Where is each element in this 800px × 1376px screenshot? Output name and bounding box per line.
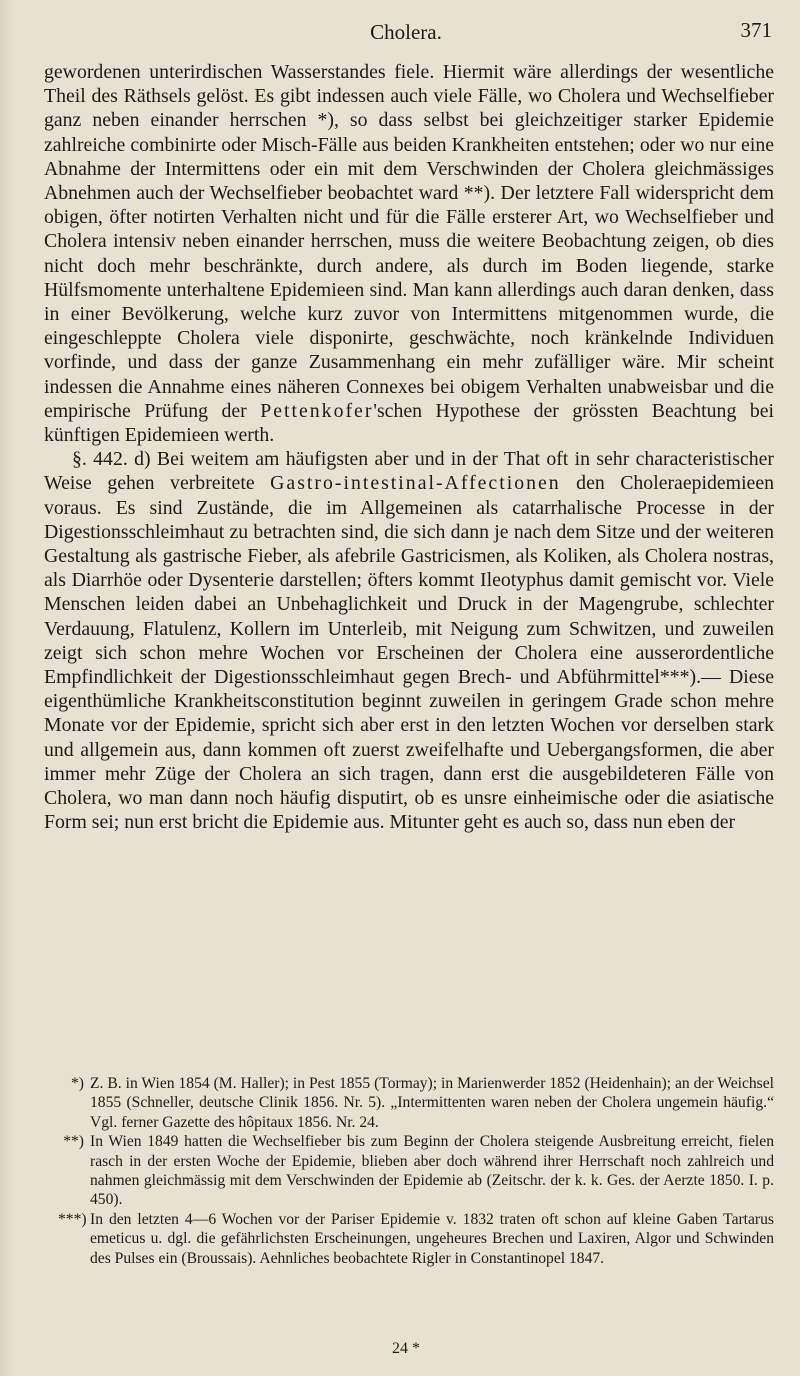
running-title: Cholera. [370, 20, 442, 44]
footnote-text: In Wien 1849 hatten die Wechselfieber bis zum Beginn der Cholera steigende Ausbreitung erreicht, fielen rasch in der ersten Woche der Epidemie, blieben aber doch während ihrer Herrschaft noch zahlreich und nahmen gleichmässig mit dem Verschwinden der Epidemie ab (Zeitschr. der k. k. Ges. der Aerzte 1850. I. p. 450). [90, 1133, 774, 1209]
paragraph-1 [44, 60, 774, 447]
footnote-mark: ***) [58, 1210, 87, 1228]
page-number: 371 [740, 18, 772, 42]
footnote-mark: *) [71, 1075, 84, 1092]
main-text [44, 60, 774, 835]
footnote-2 [58, 1132, 774, 1210]
footnote-text: Z. B. in Wien 1854 (M. Haller); in Pest 1855 (Tormay); in Marienwerder 1852 (Heidenhain); an der Weichsel 1855 (Schneller, deutsche Clinik 1856. Nr. 5). „Intermittenten waren neben der Cholera ungemein häufig.“ Vgl. ferner Gazette des hôpitaux 1856. Nr. 24. [90, 1075, 774, 1131]
paragraph-1-text: gewordenen unterirdischen Wasserstandes fiele. Hiermit wäre allerdings der wesentliche Theil des Räthsels gelöst. Es gibt indessen auch viele Fälle, wo Cholera und Wechselfieber ganz neben einander herrschen *), so dass selbst bei gleichzeitiger starker Epidemie zahlreiche combinirte oder Misch-Fälle aus beiden Krankheiten entstehen; oder wo nur eine Abnahme der Intermittens oder ein mit dem Verschwinden der Cholera gleichmässiges Abnehmen auch der Wechselfieber beobachtet ward **). Der letztere Fall widerspricht dem obigen, öfter notirten Verhalten nicht und für die Fälle ersterer Art, wo Wechselfieber und Cholera intensiv neben einander herrschen, muss die weitere Beobachtung zeigen, ob dies nicht doch mehr beschränkte, durch andere, als durch im Boden liegende, starke Hülfsmomente unterhaltene Epidemieen sind. Man kann allerdings auch daran denken, dass in einer Bevölkerung, welche kurz zuvor von Intermittens mitgenommen wurde, die eingeschleppte Cholera viele disponirte, geschwächte, noch kränkelnde Individuen vorfinde, und dass der ganze Zusammenhang ein mehr zufälliger wäre. Mir scheint indessen die Annahme eines näheren Connexes bei obigem Verhalten unabweisbar und die empirische Prüfung der [44, 61, 774, 422]
paragraph-1-end: 'schen Hypothese der grössten Beachtung bei künftigen Epidemieen werth. [44, 399, 774, 447]
paragraph-2 [44, 447, 774, 834]
footnote-mark: **) [63, 1133, 84, 1151]
term-gastro-intestinal: Gastro-intestinal-Affectionen [270, 472, 561, 495]
footnotes [58, 1074, 774, 1268]
footnote-text: In den letzten 4—6 Wochen vor der Pariser Epidemie v. 1832 traten oft schon auf kleine Gaben Tartarus emeticus u. dgl. die gefährlichsten Erscheinungen, ungeheures Brechen und Laxiren, Algor und Schwinden des Pulses ein (Broussais). Aehnliches beobachtete Rigler in Constantinopel 1847. [90, 1210, 774, 1267]
footnote-1 [58, 1074, 774, 1132]
page-header [40, 18, 772, 48]
paragraph-2-start: §. 442. d) Bei weitem am häufigsten aber und in der That oft in sehr characteristischer Weise gehen verbreitete [44, 448, 774, 495]
paragraph-2-end: den Choleraepidemieen voraus. Es sind Zustände, die im Allgemeinen als catarrhalische Processe in der Digestionsschleimhaut zu betrachten sind, die sich dann je nach dem Sitze und der weiteren Gestaltung als gastrische Fieber, als afebrile Gastricismen, als Koliken, als Cholera nostras, als Diarrhöe oder Dysenterie darstellen; öfters kommt Ileotyphus damit gemischt vor. Viele Menschen leiden dabei an Unbehaglichkeit und Druck in der Magengrube, schlechter Verdauung, Flatulenz, Kollern im Unterleib, mit Neigung zum Schwitzen, und zuweilen zeigt sich schon mehre Wochen vor Erscheinen der Cholera eine ausserordentliche Empfindlichkeit der Digestionsschleimhaut gegen Brech- und Abführmittel***).— Diese eigenthümliche Krankheitsconstitution beginnt zuweilen in geringem Grade schon mehre Monate vor der Epidemie, spricht sich aber erst in den letzten Wochen vor derselben stark und allgemein aus, dann kommen oft zuerst zweifelhafte und Uebergangsformen, die aber immer mehr Züge der Cholera an sich tragen, dann erst die ausgebildeteren Fälle von Cholera, wo man dann noch häufig disputirt, ob es unsre einheimische oder die asiatische Form sei; nun erst bricht die Epidemie aus. Mitunter geht es auch so, dass nun eben der [44, 472, 775, 834]
footnote-3 [58, 1210, 774, 1268]
author-name-pettenkofer: Pettenkofer [260, 399, 374, 422]
printer-signature: 24 * [392, 1340, 420, 1357]
page-left-edge-shadow [0, 0, 14, 1376]
